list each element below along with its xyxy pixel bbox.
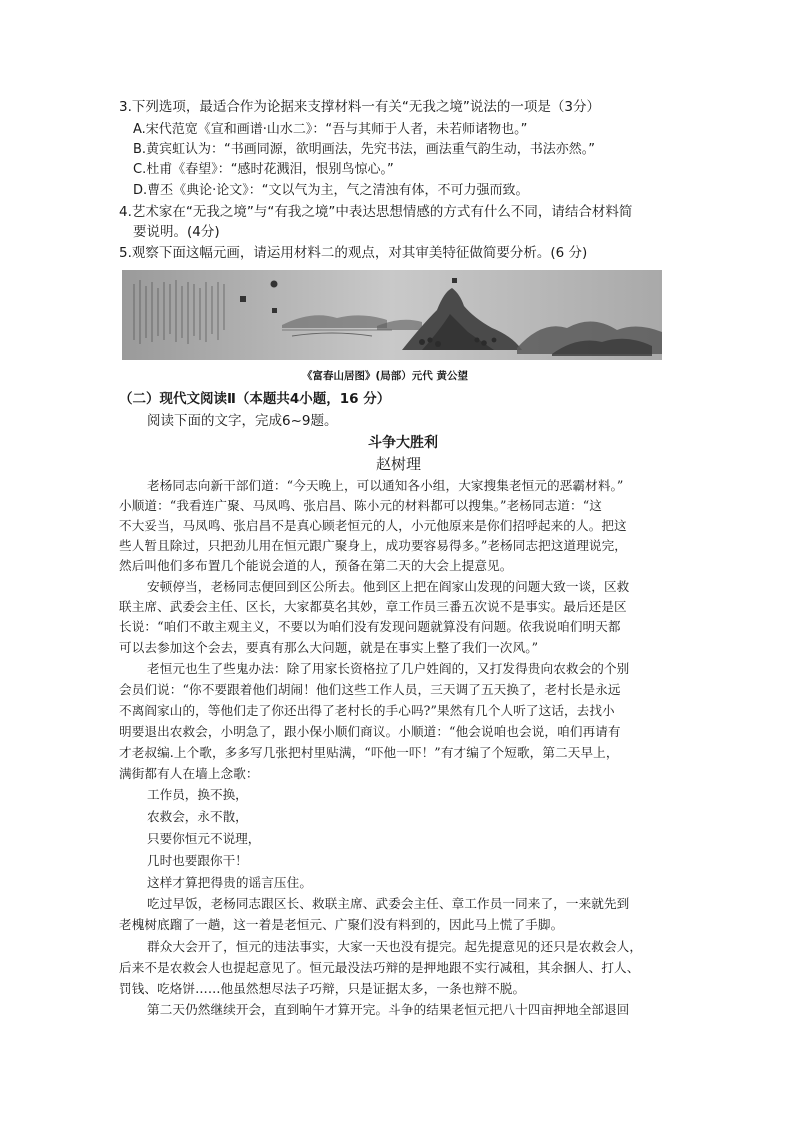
question-5: 5.观察下面这幅元画，请运用材料二的观点，对其审美特征做简要分析。(6 分) [119,245,588,261]
section-heading: （二）现代文阅读Ⅱ（本题共4小题，16 分） [119,391,391,407]
passage-line: 会员们说：“你不要跟着他们胡闹！他们这些工作人员，三天调了五天换了，老村长是永远 [119,682,621,697]
landscape-painting-image [122,270,662,360]
question-4-line-1: 4.艺术家在“无我之境”与“有我之境”中表达思想情感的方式有什么不同，请结合材料简 [119,204,633,220]
passage-line: 吃过早饭，老杨同志跟区长、救联主席、武委会主任、章工作员一同来了，一来就先到 [147,896,630,911]
poem-line: 几时也要跟你干！ [147,853,248,868]
poem-line: 只要你恒元不说理， [147,831,261,846]
question-3-option-d: D.曹丕《典论·论文》：“文以气为主，气之清浊有体，不可力强而致。 [133,183,529,198]
passage-line: 安顿停当，老杨同志便回到区公所去。他到区上把在阎家山发现的问题大致一谈，区救 [147,579,630,594]
reading-instruction: 阅读下面的文字，完成6~9题。 [147,413,338,429]
poem-line: 工作员，换不换， [147,787,248,802]
question-3: 3.下列选项，最适合作为论据来支撑材料一有关“无我之境”说法的一项是（3分） [119,99,600,115]
passage-line: 老恒元也生了些鬼办法：除了用家长资格拉了几户姓阎的，又打发得贵向农救会的个别 [147,661,630,676]
passage-line: 罚钱、吃烙饼……他虽然想尽法子巧辩，只是证据太多，一条也辩不脱。 [119,981,526,996]
passage-line: 些人暂且除过，只把劲儿用在恒元跟广聚身上，成功要容易得多。”老杨同志把这道理说完， [119,538,627,553]
passage-line: 后来不是农救会人也提起意见了。恒元最没法巧辩的是押地跟不实行减租，其余捆人、打人、 [119,960,640,975]
question-3-option-b: B.黄宾虹认为：“书画同源，欲明画法，先究书法，画法重气韵生动，书法亦然。” [133,142,596,157]
passage-line: 第二天仍然继续开会，直到晌午才算开完。斗争的结果老恒元把八十四亩押地全部退回 [147,1002,630,1017]
passage-line: 不离阎家山的，等他们走了你还出得了老村长的手心吗?”果然有几个人听了这话，去找小 [119,703,615,718]
passage-title: 斗争大胜利 [368,435,438,451]
question-3-option-c: C.杜甫《春望》：“感时花溅泪，恨别鸟惊心。” [133,162,394,177]
question-3-option-a: A.宋代范宽《宣和画谱·山水二》：“吾与其师于人者，未若师诸物也。” [133,122,528,137]
passage-line: 联主席、武委会主任、区长，大家都莫名其妙，章工作员三番五次说不是事实。最后还是区 [119,599,627,614]
passage-line: 长说：“咱们不敢主观主义，不要以为咱们没有发现问题就算没有问题。依我说咱们明天都 [119,619,621,634]
painting-caption: 《富春山居图》(局部）元代 黄公望 [302,370,468,382]
passage-line: 小顺道：“我看连广聚、马凤鸣、张启昌、陈小元的材料都可以搜集。”老杨同志道：“这 [119,498,602,513]
passage-author: 赵树理 [376,455,422,473]
passage-line: 这样才算把得贵的谣言压住。 [147,875,313,890]
question-4-line-2: 要说明。(4分) [133,224,220,240]
poem-line: 农救会，永不散， [147,809,248,824]
passage-line: 才老叔编.上个歌，多多写几张把村里贴满，“吓他一吓！”有才编了个短歌，第二天早上， [119,745,619,760]
passage-line: 明要退出农救会，小明急了，跟小保小顺们商议。小顺道：“他会说咱也会说，咱们再请有 [119,724,621,739]
passage-line: 老槐树底蹓了一趟，这一着是老恒元、广聚们没有料到的，因此马上慌了手脚。 [119,917,564,932]
passage-line: 然后叫他们多布置几个能说会道的人，预备在第二天的大会上提意见。 [119,558,513,573]
passage-line: 群众大会开了，恒元的违法事实，大家一天也没有提完。起先提意见的还只是农救会人， [147,939,643,954]
passage-line: 满街都有人在墙上念歌： [119,766,259,781]
passage-line: 不大妥当，马凤鸣、张启昌不是真心顾老恒元的人，小元他原来是你们招呼起来的人。把这 [119,518,627,533]
passage-line: 老杨同志向新干部们道：“今天晚上，可以通知各小组，大家搜集老恒元的恶霸材料。” [147,478,624,493]
passage-line: 可以去参加这个会去，要真有那么大问题，就是在事实上整了我们一次风。” [119,640,539,655]
